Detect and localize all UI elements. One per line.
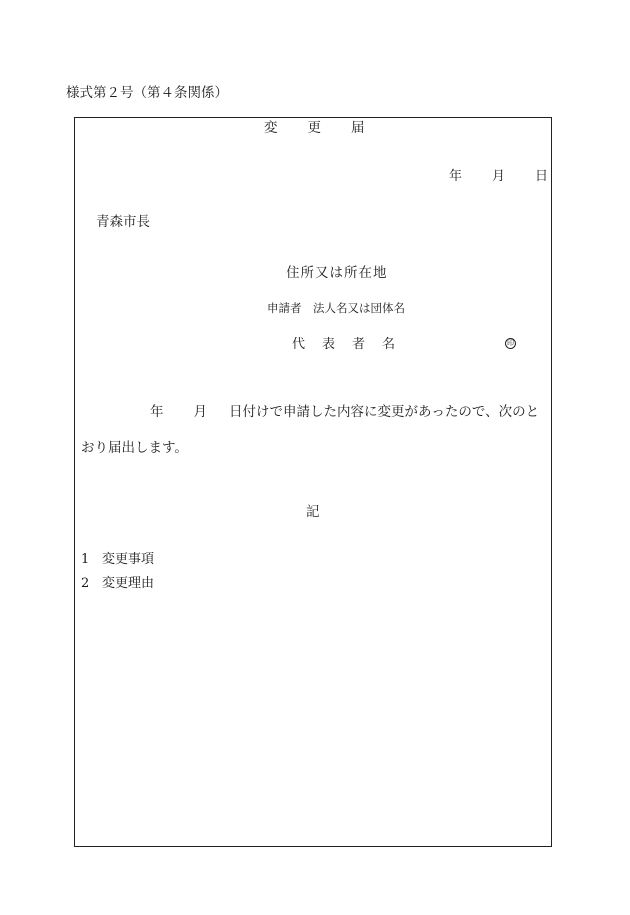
applicant-label: 申請者 法人名又は団体名 xyxy=(267,301,405,315)
rep-char-4: 名 xyxy=(382,337,396,352)
seal-icon: 印 xyxy=(507,339,514,347)
address-label: 住所又は所在地 xyxy=(286,265,388,281)
body-month: 月 xyxy=(193,404,207,420)
item-label: 変更理由 xyxy=(102,576,155,591)
date-month: 月 xyxy=(492,169,506,184)
body-line-2: おり届出します。 xyxy=(81,440,188,456)
date-year: 年 xyxy=(449,169,463,184)
ki-heading: 記 xyxy=(306,504,320,520)
body-year: 年 xyxy=(150,404,164,420)
body-line-1 xyxy=(150,406,539,420)
rep-char-3: 者 xyxy=(352,337,366,352)
item-number: 2 xyxy=(81,576,90,591)
date-line xyxy=(449,170,548,183)
rep-char-2: 表 xyxy=(322,337,336,352)
title-char-2: 更 xyxy=(307,120,321,136)
representative-label xyxy=(292,338,395,351)
rep-char-1: 代 xyxy=(292,337,306,352)
date-day: 日 xyxy=(535,169,549,184)
item-label: 変更事項 xyxy=(102,552,155,567)
title-char-3: 届 xyxy=(351,120,365,136)
title-char-1: 変 xyxy=(264,120,278,136)
addressee: 青森市長 xyxy=(96,214,150,230)
form-number-label: 様式第２号（第４条関係） xyxy=(66,85,228,101)
list-item xyxy=(81,553,154,566)
list-item xyxy=(81,577,154,590)
body-line-1-text: 日付けで申請した内容に変更があったので、次のと xyxy=(229,404,540,420)
item-number: 1 xyxy=(81,552,90,567)
document-title xyxy=(264,122,365,136)
